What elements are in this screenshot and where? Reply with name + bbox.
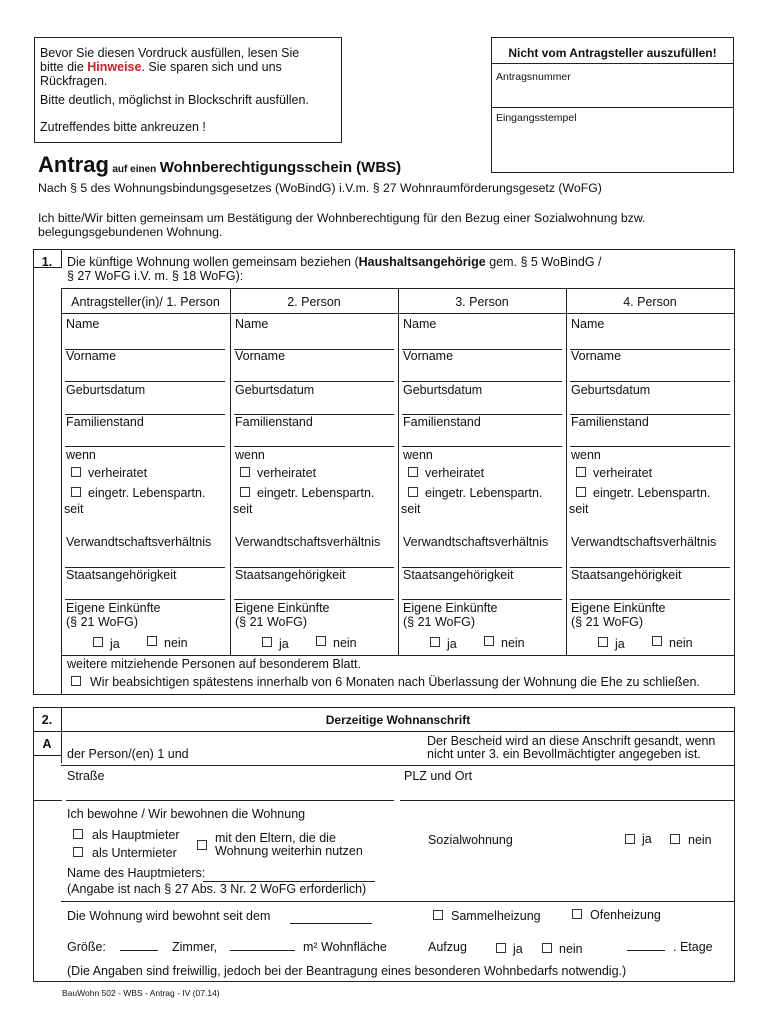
hinweise-link[interactable]: Hinweise bbox=[87, 60, 142, 74]
person-4-verheiratet-label: verheiratet bbox=[593, 466, 653, 480]
column-header-person-2: 2. Person bbox=[287, 295, 341, 309]
person-3-einkuenfte-ja-label: ja bbox=[447, 637, 457, 651]
person-3-familienstand-label: Familienstand bbox=[403, 415, 481, 429]
zimmer-field[interactable] bbox=[120, 937, 158, 950]
person-4-staat-field[interactable] bbox=[571, 582, 729, 599]
notice-line-1: Bevor Sie diesen Vordruck ausfüllen, lesen Sie bbox=[40, 46, 300, 60]
eltern-label-2: Wohnung weiterhin nutzen bbox=[215, 844, 363, 858]
person-4-vorname-label: Vorname bbox=[571, 349, 622, 363]
person-1-name-label: Name bbox=[66, 317, 100, 331]
person-3-einkuenfte-nein-label: nein bbox=[501, 636, 525, 650]
person-3-verheiratet-label: verheiratet bbox=[425, 466, 485, 480]
person-4-verwandtschaft-label: Verwandtschaftsverhältnis bbox=[571, 535, 717, 549]
column-header-person-4: 4. Person bbox=[623, 295, 677, 309]
person-1-einkuenfte-nein-label: nein bbox=[164, 636, 188, 650]
person-2-lebenspartn-label: eingetr. Lebenspartn. bbox=[257, 486, 375, 500]
person-4-name-label: Name bbox=[571, 317, 605, 331]
person-4-lebenspartn-checkbox[interactable] bbox=[576, 487, 586, 497]
person-3-einkuenfte-nein-checkbox[interactable] bbox=[484, 636, 494, 646]
person-2-einkuenfte-label: Eigene Einkünfte bbox=[235, 601, 330, 615]
freiwillig-note: (Die Angaben sind freiwillig, jedoch bei der Beantragung eines besonderen Wohnbedarfs notwendig.) bbox=[67, 964, 627, 978]
sammelheizung-checkbox[interactable] bbox=[433, 910, 443, 920]
person-2-seit-label: seit bbox=[233, 502, 253, 516]
ofenheizung-label: Ofenheizung bbox=[590, 908, 661, 922]
person-3-familienstand-field[interactable] bbox=[403, 429, 561, 446]
person-4-familienstand-label: Familienstand bbox=[571, 415, 649, 429]
notice-line-3: Rückfragen. bbox=[40, 74, 108, 88]
person-1-einkuenfte-ja-label: ja bbox=[110, 637, 120, 651]
sozialwohnung-nein-label: nein bbox=[688, 833, 712, 847]
person-4-lebenspartn-label: eingetr. Lebenspartn. bbox=[593, 486, 711, 500]
person-2-wenn-label: wenn bbox=[235, 448, 265, 462]
aufzug-nein-checkbox[interactable] bbox=[542, 943, 552, 953]
section-1-intro-2: § 27 WoFG i.V. m. § 18 WoFG): bbox=[67, 269, 244, 283]
hauptmieter-label: als Hauptmieter bbox=[92, 828, 180, 842]
person-2-vorname-field[interactable] bbox=[235, 363, 393, 381]
person-2-vorname-underline bbox=[234, 381, 394, 382]
person-4-vorname-underline bbox=[570, 381, 730, 382]
section-2-letter: A bbox=[42, 737, 52, 751]
person-1-wofg-label: (§ 21 WoFG) bbox=[66, 615, 139, 629]
person-2-vorname-label: Vorname bbox=[235, 349, 286, 363]
marriage-label: Wir beabsichtigen spätestens innerhalb von 6 Monaten nach Überlassung der Wohnung die Ehe zu schließen. bbox=[90, 675, 700, 689]
bewohnt-seit-field[interactable] bbox=[290, 908, 372, 923]
person-1-einkuenfte-label: Eigene Einkünfte bbox=[66, 601, 161, 615]
person-2-familienstand-label: Familienstand bbox=[235, 415, 313, 429]
person-2-wofg-label: (§ 21 WoFG) bbox=[235, 615, 308, 629]
ofenheizung-checkbox[interactable] bbox=[572, 909, 582, 919]
person-1-verwandtschaft-field[interactable] bbox=[66, 549, 224, 567]
person-3-wofg-label: (§ 21 WoFG) bbox=[403, 615, 476, 629]
person-1-vorname-underline bbox=[65, 381, 225, 382]
hauptmieter-checkbox[interactable] bbox=[73, 829, 83, 839]
person-4-seit-label: seit bbox=[569, 502, 589, 516]
etage-label: . Etage bbox=[673, 940, 713, 954]
person-1-familienstand-label: Familienstand bbox=[66, 415, 144, 429]
eingangsstempel-label: Eingangsstempel bbox=[496, 112, 577, 124]
person-1-name-field[interactable] bbox=[66, 331, 224, 349]
person-4-einkuenfte-label: Eigene Einkünfte bbox=[571, 601, 666, 615]
person-3-wenn-label: wenn bbox=[403, 448, 433, 462]
person-2-staat-label: Staatsangehörigkeit bbox=[235, 568, 346, 582]
section-2-number: 2. bbox=[41, 713, 53, 727]
request-text-2: belegungsgebundenen Wohnung. bbox=[38, 225, 223, 239]
marriage-checkbox[interactable] bbox=[71, 676, 81, 686]
aufzug-label: Aufzug bbox=[428, 940, 467, 954]
person-1-wenn-label: wenn bbox=[66, 448, 96, 462]
person-4-einkuenfte-ja-checkbox[interactable] bbox=[598, 637, 608, 647]
person-4-verwandtschaft-field[interactable] bbox=[571, 549, 729, 567]
notice-line-5: Zutreffendes bitte ankreuzen ! bbox=[40, 120, 206, 134]
person-1-einkuenfte-nein-checkbox[interactable] bbox=[147, 636, 157, 646]
aufzug-nein-label: nein bbox=[559, 942, 583, 956]
office-use-title: Nicht vom Antragsteller auszufüllen! bbox=[508, 46, 717, 60]
person-1-lebenspartn-label: eingetr. Lebenspartn. bbox=[88, 486, 206, 500]
section-1-intro-1: Die künftige Wohnung wollen gemeinsam beziehen (Haushaltsangehörige gem. § 5 WoBindG / bbox=[67, 255, 602, 269]
groesse-label: Größe: bbox=[67, 940, 106, 954]
eingangsstempel-field[interactable] bbox=[492, 122, 733, 172]
person-2-einkuenfte-nein-checkbox[interactable] bbox=[316, 636, 326, 646]
person-3-seit-field[interactable] bbox=[423, 502, 561, 516]
antragsnummer-field[interactable] bbox=[492, 82, 733, 106]
person-3-geburtsdatum-field[interactable] bbox=[403, 397, 561, 414]
person-3-lebenspartn-checkbox[interactable] bbox=[408, 487, 418, 497]
person-2-verheiratet-checkbox[interactable] bbox=[240, 467, 250, 477]
bewohne-label: Ich bewohne / Wir bewohnen die Wohnung bbox=[67, 807, 306, 821]
wohnflaeche-label: m² Wohnfläche bbox=[303, 940, 387, 954]
person-3-vorname-field[interactable] bbox=[403, 363, 561, 381]
person-1-familienstand-underline bbox=[65, 446, 225, 447]
person-2-geburtsdatum-label: Geburtsdatum bbox=[235, 383, 315, 397]
person-2-familienstand-field[interactable] bbox=[235, 429, 393, 446]
person-3-einkuenfte-ja-checkbox[interactable] bbox=[430, 637, 440, 647]
person-2-lebenspartn-checkbox[interactable] bbox=[240, 487, 250, 497]
person-4-einkuenfte-nein-checkbox[interactable] bbox=[652, 636, 662, 646]
person-3-einkuenfte-label: Eigene Einkünfte bbox=[403, 601, 498, 615]
sammelheizung-label: Sammelheizung bbox=[451, 909, 541, 923]
person-4-staat-underline bbox=[570, 599, 730, 600]
person-3-lebenspartn-label: eingetr. Lebenspartn. bbox=[425, 486, 543, 500]
person-1-vorname-field[interactable] bbox=[66, 363, 224, 381]
person-3-vorname-underline bbox=[402, 381, 562, 382]
person-4-vorname-field[interactable] bbox=[571, 363, 729, 381]
aufzug-ja-label: ja bbox=[513, 942, 523, 956]
form-footer-code: BauWohn 502 - WBS - Antrag - IV (07.14) bbox=[62, 988, 220, 998]
person-4-familienstand-field[interactable] bbox=[571, 429, 729, 446]
person-1-seit-field[interactable] bbox=[86, 502, 224, 516]
untermieter-label: als Untermieter bbox=[92, 846, 177, 860]
strasse-field[interactable] bbox=[66, 782, 394, 800]
person-2-staat-field[interactable] bbox=[235, 582, 393, 599]
untermieter-checkbox[interactable] bbox=[73, 847, 83, 857]
person-2-verwandtschaft-field[interactable] bbox=[235, 549, 393, 567]
column-header-person-1: Antragsteller(in)/ 1. Person bbox=[71, 295, 220, 309]
form-title: Antrag auf einen Wohnberechtigungsschein (WBS) bbox=[38, 152, 402, 177]
person-2-verheiratet-label: verheiratet bbox=[257, 466, 317, 480]
person-3-staat-field[interactable] bbox=[403, 582, 561, 599]
sozialwohnung-nein-checkbox[interactable] bbox=[670, 834, 680, 844]
person-2-familienstand-underline bbox=[234, 446, 394, 447]
sozialwohnung-ja-checkbox[interactable] bbox=[625, 834, 635, 844]
column-header-person-3: 3. Person bbox=[455, 295, 509, 309]
address-notice-1: Der Bescheid wird an diese Anschrift gesandt, wenn bbox=[427, 734, 716, 748]
person-2-seit-field[interactable] bbox=[255, 502, 393, 516]
person-3-seit-label: seit bbox=[401, 502, 421, 516]
person-1-verwandtschaft-label: Verwandtschaftsverhältnis bbox=[66, 535, 212, 549]
plz-ort-field[interactable] bbox=[400, 782, 734, 800]
person-2-name-field[interactable] bbox=[235, 331, 393, 349]
person-1-vorname-label: Vorname bbox=[66, 349, 117, 363]
person-4-wofg-label: (§ 21 WoFG) bbox=[571, 615, 644, 629]
person-4-verheiratet-checkbox[interactable] bbox=[576, 467, 586, 477]
person-3-staat-underline bbox=[402, 599, 562, 600]
person-3-verwandtschaft-label: Verwandtschaftsverhältnis bbox=[403, 535, 549, 549]
person-1-seit-label: seit bbox=[64, 502, 84, 516]
zimmer-label: Zimmer, bbox=[172, 940, 218, 954]
person-4-familienstand-underline bbox=[570, 446, 730, 447]
notice-line-4: Bitte deutlich, möglichst in Blockschrift ausfüllen. bbox=[40, 93, 309, 107]
person-2-einkuenfte-ja-checkbox[interactable] bbox=[262, 637, 272, 647]
person-2-geburtsdatum-field[interactable] bbox=[235, 397, 393, 414]
strasse-label: Straße bbox=[67, 769, 105, 783]
bewohnt-seit-label: Die Wohnung wird bewohnt seit dem bbox=[67, 909, 271, 923]
person-4-name-field[interactable] bbox=[571, 331, 729, 349]
hauptmieter-name-field[interactable] bbox=[203, 866, 375, 881]
person-2-staat-underline bbox=[234, 599, 394, 600]
persons-label: der Person/(en) 1 und bbox=[67, 747, 189, 761]
person-1-geburtsdatum-field[interactable] bbox=[66, 397, 224, 414]
sozialwohnung-label: Sozialwohnung bbox=[428, 833, 513, 847]
person-4-geburtsdatum-label: Geburtsdatum bbox=[571, 383, 651, 397]
plz-ort-label: PLZ und Ort bbox=[404, 769, 473, 783]
hauptmieter-name-label: Name des Hauptmieters: bbox=[67, 866, 206, 880]
person-3-familienstand-underline bbox=[402, 446, 562, 447]
address-notice-2: nicht unter 3. ein Bevollmächtigter angegeben ist. bbox=[427, 747, 701, 761]
person-3-staat-label: Staatsangehörigkeit bbox=[403, 568, 514, 582]
person-1-staat-underline bbox=[65, 599, 225, 600]
person-1-lebenspartn-checkbox[interactable] bbox=[71, 487, 81, 497]
person-3-vorname-label: Vorname bbox=[403, 349, 454, 363]
aufzug-ja-checkbox[interactable] bbox=[496, 943, 506, 953]
person-1-staat-field[interactable] bbox=[66, 582, 224, 599]
person-2-verwandtschaft-label: Verwandtschaftsverhältnis bbox=[235, 535, 381, 549]
person-1-staat-label: Staatsangehörigkeit bbox=[66, 568, 177, 582]
section-2-title: Derzeitige Wohnanschrift bbox=[325, 713, 471, 727]
eltern-checkbox[interactable] bbox=[197, 840, 207, 850]
person-1-einkuenfte-ja-checkbox[interactable] bbox=[93, 637, 103, 647]
section-1-number: 1. bbox=[41, 255, 53, 269]
further-persons-note: weitere mitziehende Personen auf besonderem Blatt. bbox=[67, 657, 361, 671]
etage-field[interactable] bbox=[627, 937, 665, 950]
notice-line-2: bitte die Hinweise. Sie sparen sich und uns bbox=[40, 60, 282, 74]
person-4-einkuenfte-nein-label: nein bbox=[669, 636, 693, 650]
sozialwohnung-ja-label: ja bbox=[642, 832, 652, 846]
person-4-einkuenfte-ja-label: ja bbox=[615, 637, 625, 651]
person-1-verheiratet-checkbox[interactable] bbox=[71, 467, 81, 477]
request-text-1: Ich bitte/Wir bitten gemeinsam um Bestätigung der Wohnberechtigung für den Bezug einer Sozialwohnung bzw. bbox=[38, 211, 646, 225]
person-3-verwandtschaft-field[interactable] bbox=[403, 549, 561, 567]
wohnflaeche-field[interactable] bbox=[230, 937, 295, 950]
antragsnummer-label: Antragsnummer bbox=[496, 71, 571, 83]
person-2-einkuenfte-nein-label: nein bbox=[333, 636, 357, 650]
person-4-geburtsdatum-field[interactable] bbox=[571, 397, 729, 414]
person-3-name-field[interactable] bbox=[403, 331, 561, 349]
person-3-verheiratet-checkbox[interactable] bbox=[408, 467, 418, 477]
person-1-familienstand-field[interactable] bbox=[66, 429, 224, 446]
person-1-verheiratet-label: verheiratet bbox=[88, 466, 148, 480]
person-2-einkuenfte-ja-label: ja bbox=[279, 637, 289, 651]
person-2-name-label: Name bbox=[235, 317, 269, 331]
person-4-wenn-label: wenn bbox=[571, 448, 601, 462]
person-4-seit-field[interactable] bbox=[591, 502, 729, 516]
angabe-note: (Angabe ist nach § 27 Abs. 3 Nr. 2 WoFG erforderlich) bbox=[67, 882, 367, 896]
legal-basis: Nach § 5 des Wohnungsbindungsgesetzes (WoBindG) i.V.m. § 27 Wohnraumförderungsgesetz (WoFG) bbox=[38, 181, 602, 195]
person-3-geburtsdatum-label: Geburtsdatum bbox=[403, 383, 483, 397]
eltern-label-1: mit den Eltern, die die bbox=[215, 831, 336, 845]
person-1-geburtsdatum-label: Geburtsdatum bbox=[66, 383, 146, 397]
person-4-staat-label: Staatsangehörigkeit bbox=[571, 568, 682, 582]
person-3-name-label: Name bbox=[403, 317, 437, 331]
